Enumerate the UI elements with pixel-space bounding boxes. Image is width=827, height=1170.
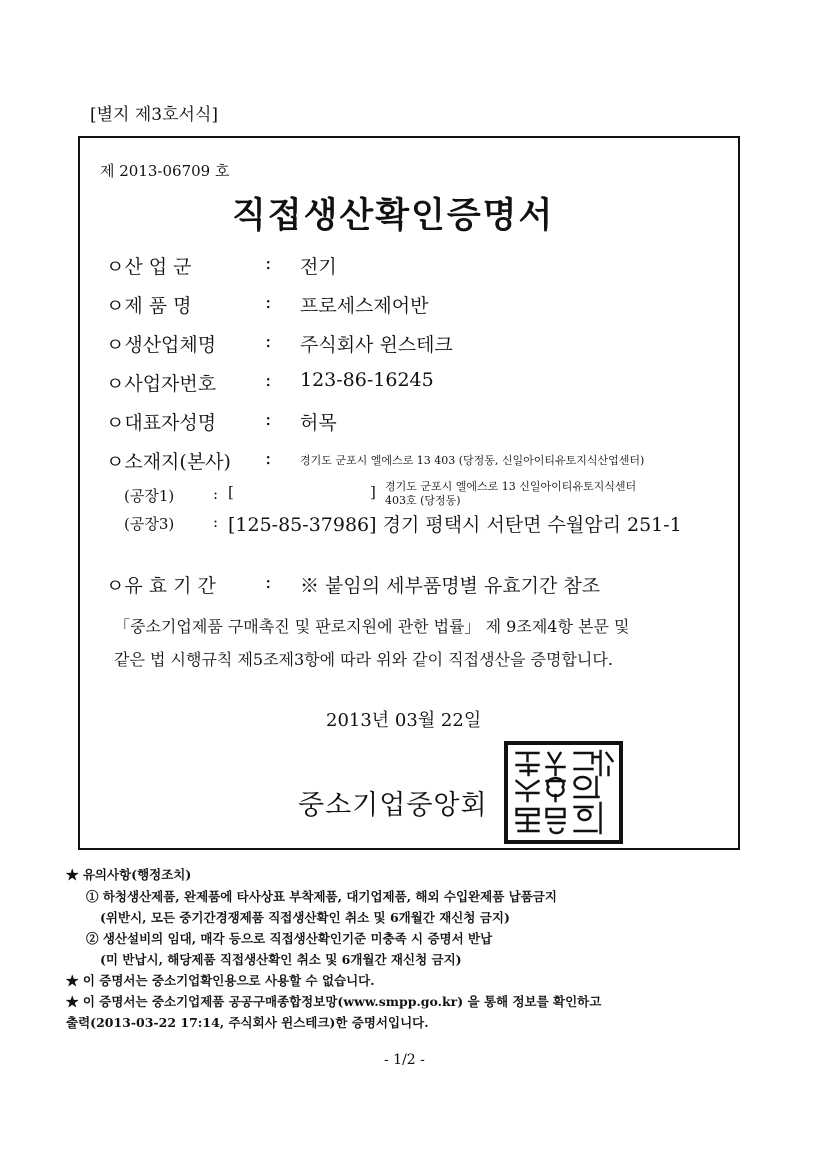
issue-date: 2013년 03월 22일: [326, 710, 482, 731]
official-seal: [504, 741, 623, 844]
validity-value: ※ 붙임의 세부품명별 유효기간 참조: [300, 575, 601, 597]
note-item-1-detail: (위반시, 모든 중기간경쟁제품 직접생산확인 취소 및 6개월간 재신청 금지): [100, 910, 510, 925]
field-value-representative: 허목: [300, 412, 337, 434]
form-number: [별지 제3호서식]: [90, 105, 219, 125]
factory1-colon: :: [213, 485, 219, 503]
factory3-value: [125-85-37986] 경기 평택시 서탄면 수월암리 251-1: [228, 514, 682, 536]
validity-colon: :: [265, 571, 272, 593]
field-colon: :: [265, 408, 272, 430]
notice-line-2: 같은 법 시행규칙 제5조제3항에 따라 위와 같이 직접생산을 증명합니다.: [114, 650, 613, 669]
factory1-address-line1: 경기도 군포시 엘에스로 13 신일아이티유토지식센터: [385, 480, 637, 493]
validity-label: ㅇ유 효 기 간: [106, 575, 216, 597]
field-colon: :: [265, 447, 272, 469]
note-line-3: ★ 이 증명서는 중소기업확인용으로 사용할 수 없습니다.: [66, 973, 375, 988]
note-item-2-detail: (미 반납시, 해당제품 직접생산확인 취소 및 6개월간 재신청 금지): [100, 952, 462, 967]
factory1-bracket-close: ]: [370, 483, 376, 501]
issuer-name: 중소기업중앙회: [298, 790, 488, 821]
field-value-company: 주식회사 윈스테크: [300, 334, 453, 356]
field-value-industry: 전기: [300, 256, 337, 278]
field-label-business-number: ㅇ사업자번호: [106, 373, 217, 395]
note-line-4-continued: 출력(2013-03-22 17:14, 주식회사 윈스테크)한 증명서입니다.: [66, 1015, 429, 1030]
note-item-1: ① 하청생산제품, 완제품에 타사상표 부착제품, 대기업제품, 해외 수입완제품 납품금지: [86, 889, 557, 904]
field-value-product: 프로세스제어반: [300, 295, 429, 317]
field-colon: :: [265, 330, 272, 352]
field-label-product: ㅇ제 품 명: [106, 295, 192, 317]
field-label-headquarters: ㅇ소재지(본사): [106, 451, 231, 473]
field-label-company: ㅇ생산업체명: [106, 334, 217, 356]
field-colon: :: [265, 291, 272, 313]
certificate-title: 직접생산확인증명서: [232, 195, 555, 236]
note-line-4: ★ 이 증명서는 중소기업제품 공공구매종합정보망(www.smpp.go.kr) 을 통해 정보를 확인하고: [66, 994, 602, 1009]
field-colon: :: [265, 252, 272, 274]
field-label-industry: ㅇ산 업 군: [106, 256, 192, 278]
certificate-number: 제 2013-06709 호: [100, 162, 230, 180]
factory3-label: (공장3): [124, 515, 175, 533]
field-value-business-number: 123-86-16245: [300, 369, 434, 391]
factory3-colon: :: [213, 513, 219, 531]
factory1-label: (공장1): [124, 487, 175, 505]
field-value-headquarters: 경기도 군포시 엘에스로 13 403 (당정동, 신일아이티유토지식산업센터): [300, 454, 645, 467]
factory1-bracket-open: [: [228, 483, 234, 501]
field-colon: :: [265, 369, 272, 391]
seal-stamp-graphic: [508, 745, 619, 840]
note-item-2: ② 생산설비의 임대, 매각 등으로 직접생산확인기준 미충족 시 증명서 반납: [86, 931, 493, 946]
factory1-address-line2: 403호 (당정동): [385, 494, 461, 507]
notice-line-1: 「중소기업제품 구매촉진 및 판로지원에 관한 법률」 제 9조제4항 본문 및: [114, 617, 630, 636]
page-number: - 1/2 -: [384, 1052, 425, 1068]
field-label-representative: ㅇ대표자성명: [106, 412, 217, 434]
notes-heading: ★ 유의사항(행정조치): [66, 867, 192, 882]
